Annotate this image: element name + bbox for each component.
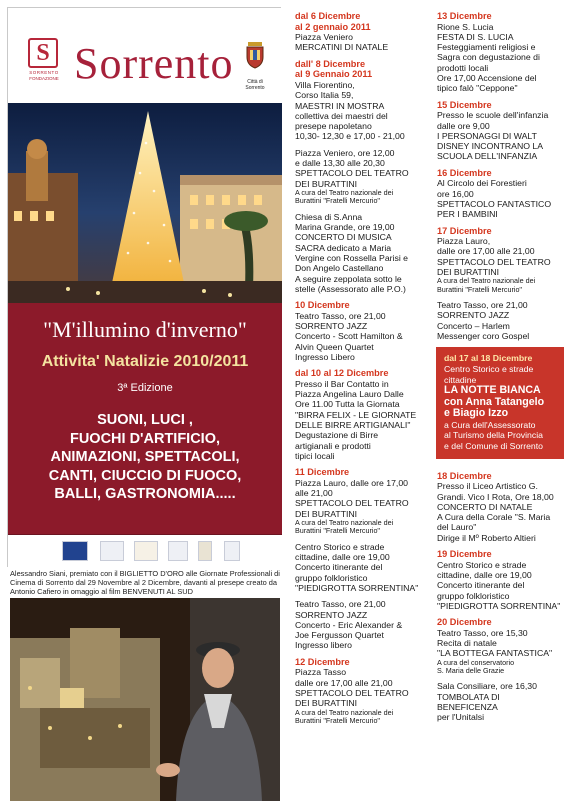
event-item	[437, 226, 567, 295]
activity-line: SUONI, LUCI ,	[97, 412, 193, 428]
highlight-title-line: con Anna Tatangelo	[444, 395, 545, 408]
event-line: Alvin Queen Quartet	[295, 341, 374, 352]
sponsor-logo	[134, 541, 158, 561]
event-line: Concerto - Scott Hamilton &	[295, 331, 403, 342]
event-item	[295, 657, 425, 726]
event-date: 17 Dicembre	[437, 225, 492, 236]
event-line: SPETTACOLO DEL TEATRO	[295, 687, 409, 698]
event-item	[437, 100, 567, 162]
event-line: Concerto – Harlem	[437, 320, 510, 331]
event-item	[295, 599, 425, 650]
event-date: 19 Dicembre	[437, 549, 492, 560]
highlight-credit-line: e del Comune di Sorrento	[444, 441, 543, 452]
events-column-a	[295, 11, 425, 731]
event-line: Piazza Angelina Lauro Dalle	[295, 389, 404, 400]
event-item	[295, 59, 425, 142]
sponsor-logo	[100, 541, 124, 561]
event-line: Dirige il Mº Roberto Altieri	[437, 532, 536, 543]
event-line: Piazza Lauro, dalle ore 17,00	[295, 477, 409, 488]
event-item	[295, 148, 425, 206]
event-date: 10 Dicembre	[295, 300, 350, 311]
event-line: Grandi. Vico I Rota, Ore 18,00	[437, 491, 554, 502]
event-line: Piazza Veniero, ore 12,00	[295, 147, 395, 158]
event-line: Teatro Tasso, ore 21,00	[437, 300, 528, 311]
event-line: SCUOLA DELL'INFANZIA	[437, 151, 538, 162]
event-date: 20 Dicembre	[437, 617, 492, 628]
event-item	[295, 467, 425, 536]
event-line: presepe napoletano	[295, 121, 372, 132]
foundation-logo-line1: SORRENTO	[29, 70, 59, 75]
event-note: Burattini "Fratelli Mercurio"	[295, 196, 380, 206]
event-item	[437, 617, 567, 675]
event-date: al 9 Gennaio 2011	[295, 69, 373, 80]
event-line: ore 16,00	[437, 188, 474, 199]
event-line: SPETTACOLO DEL TEATRO	[295, 498, 409, 509]
event-line: artigianali e prodotti	[295, 440, 371, 451]
event-item	[437, 168, 567, 220]
event-line: Ingresso Libero	[295, 351, 355, 362]
event-note: A cura del Teatro nazionale dei	[437, 276, 536, 286]
event-note: A cura del Teatro nazionale dei	[295, 187, 394, 197]
poster-edition: 3ª Edizione	[117, 382, 173, 394]
event-date: dal 10 al 12 Dicembre	[295, 368, 389, 379]
activity-line: BALLI, GASTRONOMIA.....	[54, 486, 236, 503]
event-line: stelle (Assessorato alle P.O.)	[295, 283, 406, 294]
event-line: DEI BURATTINI	[437, 267, 500, 278]
event-line: SACRA dedicato a Maria	[295, 242, 392, 253]
poster-subtitle: Attivita' Natalizie 2010/2011	[41, 353, 249, 370]
event-line: "PIEDIGROTTA SORRENTINA"	[295, 582, 419, 593]
event-line: "LA BOTTEGA FANTASTICA"	[437, 648, 553, 659]
event-line: alle 21,00	[295, 488, 333, 499]
highlight-credit-line: al Turismo della Provincia	[444, 430, 543, 441]
event-line: Marina Grande, ore 19,00	[295, 222, 395, 233]
slogan: "M'illumino d'inverno"	[43, 317, 247, 342]
event-note: Burattini "Fratelli Mercurio"	[295, 526, 380, 536]
foundation-logo-line2: FONDAZIONE	[29, 76, 59, 81]
event-item	[437, 11, 567, 94]
event-line: DELLE BIRRE ARTIGIANALI"	[295, 419, 411, 430]
event-line: prodotti locali	[437, 62, 489, 73]
event-line: Vergine con Rossella Parisi e	[295, 252, 408, 263]
events-column-b	[437, 11, 567, 729]
event-item	[295, 368, 425, 461]
event-line: BENEFICENZA	[437, 702, 498, 712]
event-line: SORRENTO JAZZ	[295, 609, 368, 620]
event-line: gruppo folkloristico	[295, 572, 368, 583]
event-line: 10,30- 12,30 e 17,00 - 21,00	[295, 131, 405, 142]
event-line: Ore 11.00 Tutta la Giornata	[295, 399, 400, 410]
event-line: Piazza Veniero	[295, 32, 353, 43]
foundation-logo	[24, 38, 62, 82]
event-line: Piazza Lauro,	[437, 236, 491, 247]
event-line: Sagra con degustazione di	[437, 52, 540, 63]
nativity-photo	[10, 598, 280, 801]
event-item	[295, 212, 425, 294]
event-line: Rione S. Lucia	[437, 21, 494, 32]
event-line: Presso il Bar Contatto in	[295, 378, 389, 389]
activities-list	[18, 411, 272, 504]
poster-header	[8, 8, 282, 103]
event-line: DISNEY INCONTRANO LA	[437, 141, 544, 152]
event-line: DEI BURATTINI	[295, 178, 358, 189]
event-line: Piazza Tasso	[295, 667, 347, 678]
event-date: al 2 gennaio 2011	[295, 21, 371, 32]
event-line: Degustazione di Birre	[295, 430, 379, 441]
event-note: A cura del Teatro nazionale dei	[295, 707, 394, 717]
event-item	[295, 300, 425, 362]
event-line: tipici locali	[295, 450, 335, 461]
event-line: SORRENTO JAZZ	[437, 310, 510, 321]
event-line: Teatro Tasso, ore 15,30	[437, 627, 528, 638]
activity-line: FUOCHI D'ARTIFICIO,	[69, 430, 221, 447]
city-crest-icon	[244, 41, 266, 69]
event-line: Al Circolo dei Forestieri	[437, 178, 527, 189]
poster	[7, 7, 281, 567]
event-line: "BIRRA FELIX - LE GIORNATE	[295, 409, 417, 420]
event-line: Ore 17,00 Accensione del	[437, 73, 537, 84]
event-date: 12 Dicembre	[295, 656, 350, 667]
event-line: Sala Consiliare, ore 16,30	[437, 681, 537, 692]
event-item	[437, 300, 567, 341]
event-line: I PERSONAGGI DI WALT	[437, 130, 537, 141]
event-item	[437, 471, 567, 543]
event-line: SPETTACOLO DEL TEATRO	[295, 168, 409, 179]
event-item	[295, 542, 425, 593]
event-line: SPETTACOLO DEL TEATRO	[437, 256, 551, 267]
event-note: Burattini "Fratelli Mercurio"	[437, 284, 522, 294]
crest-caption-line1: Città di	[247, 79, 263, 85]
event-line: Teatro Tasso, ore 21,00	[295, 310, 386, 321]
event-line: DEI BURATTINI	[295, 698, 358, 709]
event-line: Ingresso libero	[295, 640, 352, 651]
event-line: cittadine, dalle ore 19,00	[437, 569, 532, 580]
activity-line: ANIMAZIONI, SPETTACOLI,	[50, 449, 240, 466]
event-item	[295, 11, 425, 53]
highlight-title-line: e Biagio Izzo	[444, 407, 509, 420]
event-line: CONCERTO DI MUSICA	[295, 232, 392, 243]
sponsor-logo	[168, 541, 188, 561]
sponsor-logo	[198, 541, 212, 561]
event-line: gruppo folkloristico	[437, 590, 510, 601]
event-line: cittadine, dalle ore 19,00	[295, 552, 390, 563]
event-line: CONCERTO DI NATALE	[437, 501, 533, 512]
event-line: e dalle 13,30 alle 20,30	[295, 158, 385, 169]
event-line: Concerto - Eric Alexander &	[295, 619, 403, 630]
event-line: del Lauro"	[437, 522, 477, 533]
event-line: MERCATINI DI NATALE	[295, 42, 389, 53]
activity-line: CANTI, CIUCCIO DI FUOCO,	[48, 467, 242, 484]
event-note: A cura del conservatorio	[437, 657, 515, 667]
event-line: DEI BURATTINI	[295, 508, 358, 519]
event-line: PER I BAMBINI	[437, 209, 498, 220]
christmas-tree-photo	[8, 103, 282, 303]
event-note: A cura del Teatro nazionale dei	[295, 517, 394, 527]
sponsor-logos	[8, 534, 282, 568]
event-line: Concerto itinerante del	[295, 562, 383, 573]
event-line: Presso il Liceo Artistico G.	[437, 481, 538, 492]
brand-title: Sorrento	[74, 39, 234, 88]
event-line: Concerto itinerante del	[437, 580, 525, 591]
event-date: 18 Dicembre	[437, 470, 492, 481]
event-line: collettiva dei maestri del	[295, 110, 388, 121]
sponsor-logo	[224, 541, 240, 561]
crest-caption-line2: Sorrento	[245, 85, 265, 91]
event-line: Centro Storico e strade	[295, 541, 385, 552]
photo-caption: Alessandro Siani, premiato con il BIGLIETTO D'ORO alle Giornate Professionali di Cinema di Sorrento dal 29 Novembre al 2 Dicembre, davanti al presepe creato da Antonio Cafiero in omaggio al film BENVENUTI AL SUD	[10, 569, 280, 596]
eu-flag-logo	[62, 541, 88, 561]
highlight-intro-line: cittadine	[444, 374, 477, 385]
event-line: Recita di natale	[437, 638, 497, 648]
event-line: Presso le scuole dell'infanzia	[437, 110, 549, 121]
event-line: dalle ore 17,00 alle 21,00	[295, 677, 393, 688]
event-line: Joe Fergusson Quartet	[295, 630, 384, 641]
event-line: TOMBOLATA DI	[437, 691, 500, 702]
event-line: per l'Unitalsi	[437, 712, 485, 723]
event-line: dalle ore 9,00	[437, 120, 490, 131]
event-line: SPETTACOLO FANTASTICO	[437, 198, 552, 209]
notte-bianca-highlight	[436, 347, 564, 458]
event-line: "PIEDIGROTTA SORRENTINA"	[437, 600, 561, 611]
event-line: dalle ore 17,00 alle 21,00	[437, 246, 535, 257]
event-line: MAESTRI IN MOSTRA	[295, 100, 385, 111]
event-date: 15 Dicembre	[437, 99, 492, 110]
event-line: Centro Storico e strade	[437, 559, 527, 570]
event-line: Corso Italia 59,	[295, 90, 354, 101]
event-line: tipico falò "Ceppone"	[437, 83, 518, 94]
foundation-logo-mark: S	[28, 38, 58, 68]
event-date: 16 Dicembre	[437, 167, 492, 178]
event-date: dall' 8 Dicembre	[295, 58, 366, 69]
event-line: Teatro Tasso, ore 21,00	[295, 599, 386, 610]
event-line: Messenger coro Gospel	[437, 331, 530, 342]
poster-red-panel	[8, 303, 282, 568]
highlight-credit-line: a Cura dell'Assessorato	[444, 419, 536, 430]
event-line: Villa Fiorentino,	[295, 79, 355, 90]
event-note: Burattini "Fratelli Mercurio"	[295, 715, 380, 725]
event-line: FESTA DI S. LUCIA	[437, 31, 514, 42]
event-date: dal 6 Dicembre	[295, 11, 361, 21]
highlight-date: dal 17 al 18 Dicembre	[444, 353, 533, 364]
event-line: SORRENTO JAZZ	[295, 321, 368, 332]
event-date: 11 Dicembre	[295, 467, 350, 478]
highlight-title-line: LA NOTTE BIANCA	[444, 384, 541, 397]
event-date: 13 Dicembre	[437, 11, 492, 21]
event-line: Festeggiamenti religiosi e	[437, 42, 536, 53]
event-note: S. Maria delle Grazie	[437, 666, 505, 675]
event-item	[437, 549, 567, 611]
event-item	[437, 681, 567, 722]
event-line: A Cura della Corale "S. Maria	[437, 512, 551, 523]
event-line: Don Angelo Castellano	[295, 263, 384, 274]
event-line: A seguire zeppolata sotto le	[295, 273, 402, 284]
highlight-intro-line: Centro Storico e strade	[444, 363, 534, 374]
event-line: Chiesa di S.Anna	[295, 211, 363, 222]
